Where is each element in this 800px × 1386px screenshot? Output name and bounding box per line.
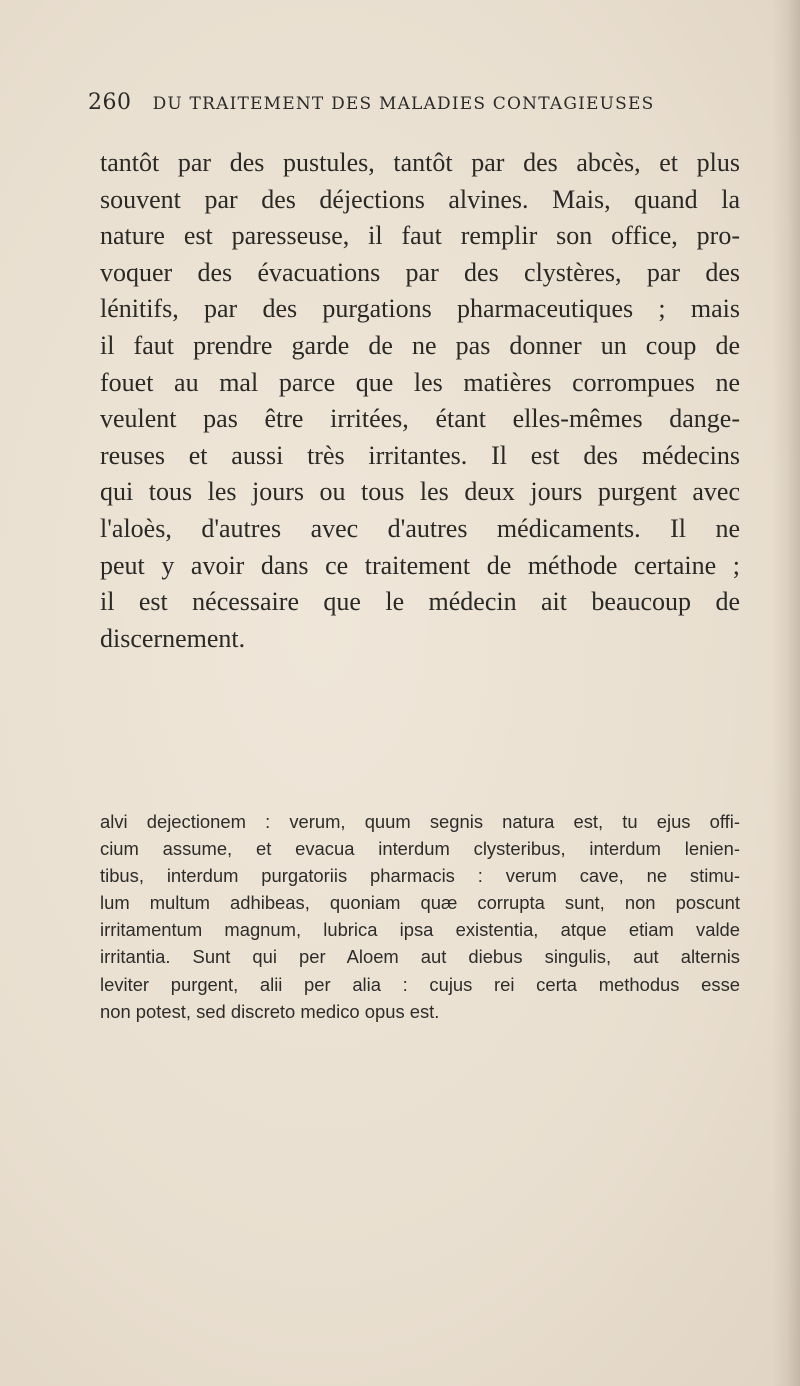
text-line: lum multum adhibeas, quoniam quæ corrupta sunt, non poscunt [100,892,740,914]
page-number: 260 [88,90,132,115]
latin-original-paragraph [100,808,740,1025]
text-line: irritantia. Sunt qui per Aloem aut diebus singulis, aut alternis [100,946,740,968]
text-line: il faut prendre garde de ne pas donner un coup de [100,330,740,360]
text-line: souvent par des déjections alvines. Mais, quand la [100,184,740,214]
text-line: discernement. [100,623,246,653]
text-line: irritamentum magnum, lubrica ipsa existentia, atque etiam valde [100,919,740,941]
text-line: voquer des évacuations par des clystères, par des [100,257,740,287]
text-line: nature est paresseuse, il faut remplir son office, pro- [100,221,740,251]
text-line: l'aloès, d'autres avec d'autres médicaments. Il ne [100,513,740,543]
text-line: il est nécessaire que le médecin ait beaucoup de [100,587,740,617]
running-title: DU TRAITEMENT DES MALADIES CONTAGIEUSES [152,94,655,114]
french-translation-paragraph [100,145,740,657]
text-line: leviter purgent, alii per alia : cujus rei certa methodus esse [100,973,740,995]
text-line: non potest, sed discreto medico opus est. [100,1000,440,1022]
text-line: peut y avoir dans ce traitement de méthode certaine ; [100,550,740,580]
text-line: fouet au mal parce que les matières corrompues ne [100,367,740,397]
text-line: lénitifs, par des purgations pharmaceutiques ; mais [100,294,740,324]
running-header [88,90,728,124]
text-line: tibus, interdum purgatoriis pharmacis : verum cave, ne stimu- [100,865,740,887]
page-edge-shadow [772,0,800,1386]
text-line: cium assume, et evacua interdum clysteribus, interdum lenien- [100,838,740,860]
text-line: tantôt par des pustules, tantôt par des abcès, et plus [100,148,740,177]
text-line: veulent pas être irritées, étant elles-mêmes dange- [100,404,740,434]
text-line: qui tous les jours ou tous les deux jours purgent avec [100,477,740,507]
text-line: alvi dejectionem : verum, quum segnis natura est, tu ejus offi- [100,811,740,832]
text-line: reuses et aussi très irritantes. Il est des médecins [100,440,740,470]
